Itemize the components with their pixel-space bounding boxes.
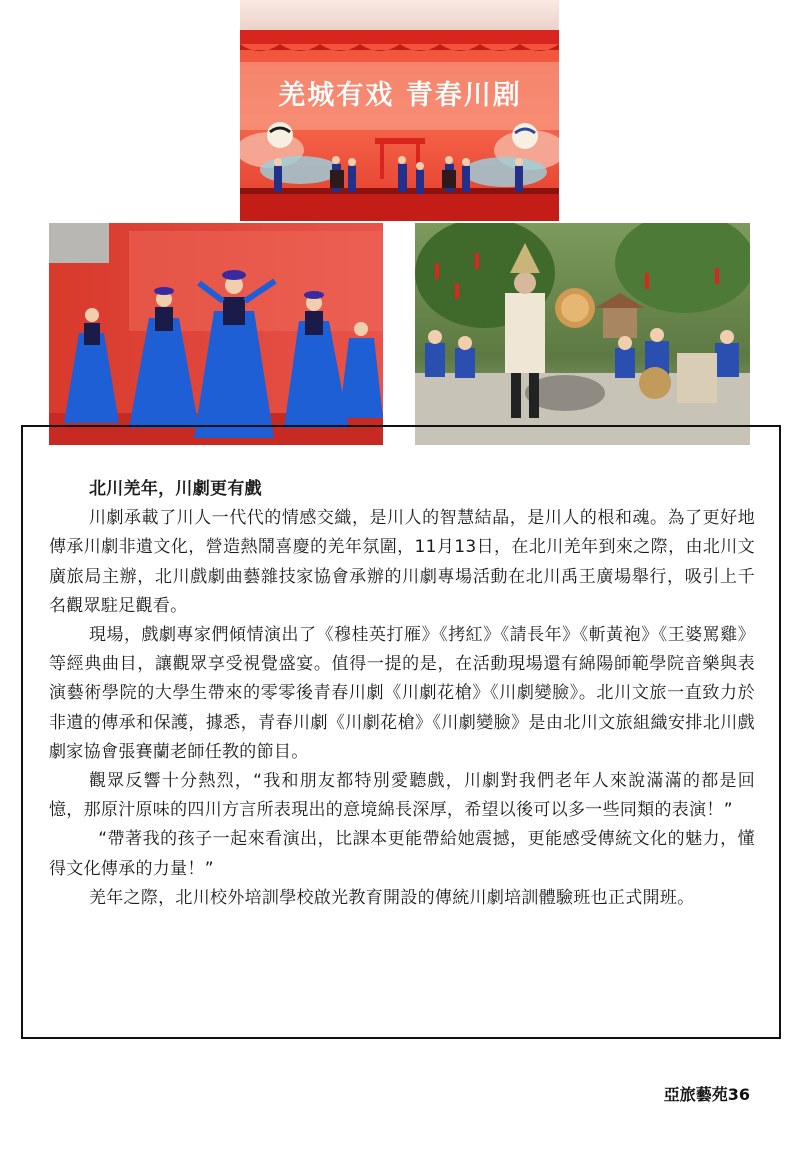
article-paragraph: “帶著我的孩子一起來看演出，比課本更能帶給她震撼，更能感受傳統文化的魅力，懂得文化傳承的力量！” [49, 829, 755, 879]
dancers-photo [49, 223, 383, 445]
stage-banner-title: 羌城有戏 青春川剧 [278, 80, 522, 111]
stage-performance-photo [240, 0, 559, 221]
article-body [49, 475, 755, 913]
article-paragraph: 觀眾反響十分熱烈，“我和朋友都特別愛聽戲，川劇對我們老年人來說滿滿的都是回憶，那原汁原味的四川方言所表現出的意境綿長深厚，希望以後可以多一些同類的表演！” [49, 771, 755, 821]
article-paragraph: 現場，戲劇專家們傾情演出了《穆桂英打雁》《拷紅》《請長年》《斬黃袍》《王婆罵雞》等經典曲目，讓觀眾享受視覺盛宴。值得一提的是，在活動現場還有綿陽師範學院音樂與表演藝術學院的大學生帶來的零零後青春川劇《川劇花槍》《川劇變臉》。北川文旅一直致力於非遺的傳承和保護，據悉，青春川劇《川劇花槍》《川劇變臉》是由北川文旅組織安排北川戲劇家協會張賽蘭老師任教的節目。 [49, 625, 755, 762]
article-heading: 北川羌年，川劇更有戲 [88, 479, 262, 499]
page-number-label: 亞旅藝苑36 [663, 1085, 750, 1104]
article-paragraph: 川劇承載了川人一代代的情感交織，是川人的智慧結晶，是川人的根和魂。為了更好地傳承川劇非遺文化，營造熱鬧喜慶的羌年氛圍，11月13日，在北川羌年到來之際，由北川文廣旅局主辦，北川戲劇曲藝雜技家協會承辦的川劇專場活動在北川禹王廣場舉行，吸引上千名觀眾駐足觀看。 [49, 508, 755, 616]
article-paragraph: 羌年之際，北川校外培訓學校啟光教育開設的傳統川劇培訓體驗班也正式開班。 [88, 887, 695, 908]
ritual-dance-photo [415, 223, 750, 445]
